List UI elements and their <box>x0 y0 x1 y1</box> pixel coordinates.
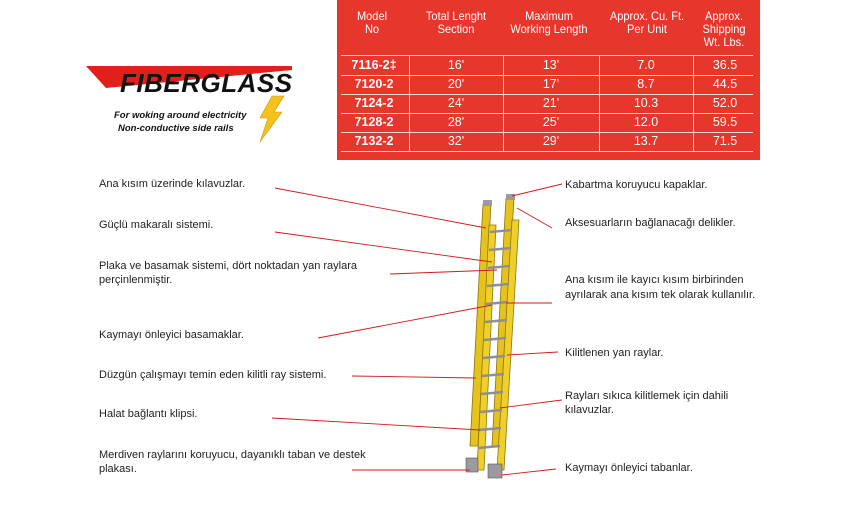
label-main-section-guides: Ana kısım üzerinde kılavuzlar. <box>99 178 246 190</box>
label-base-plate-line-1: Merdiven raylarını koruyucu, dayanıklı taban ve destek <box>99 449 366 461</box>
label-internal-guides-line-2: kılavuzlar. <box>565 404 614 416</box>
header-total-length-line-2: Section <box>437 22 475 36</box>
cell-working-length: 17' <box>542 77 560 91</box>
header-shipping-line-3: Wt. Lbs. <box>703 35 745 49</box>
callout-lines-left <box>272 188 497 470</box>
cell-total-length: 16' <box>447 58 465 72</box>
label-internal-guides-line-1: Rayları sıkıca kilitlemek için dahili <box>565 390 729 402</box>
label-detachable-sections-line-1: Ana kısım ile kayıcı kısım birbirinden <box>565 274 744 286</box>
logo-tagline-1: For woking around electricity <box>114 110 247 121</box>
cell-cu-ft: 12.0 <box>633 115 659 129</box>
cell-working-length: 21' <box>542 96 560 110</box>
cell-cu-ft: 13.7 <box>633 134 659 148</box>
callout-line <box>272 418 480 430</box>
cell-working-length: 29' <box>542 134 560 148</box>
cell-model: 7120-2 <box>354 77 394 91</box>
header-cu-ft-line-2: Per Unit <box>627 22 667 36</box>
label-plate-rung-system-line-1: Plaka ve basamak sistemi, dört noktadan yan raylara <box>99 260 358 272</box>
label-plate-rung-system-line-2: perçinlenmiştir. <box>99 274 173 286</box>
cell-model: 7132-2 <box>354 134 394 148</box>
label-anti-slip-rungs: Kaymayı önleyici basamaklar. <box>99 329 244 341</box>
header-cu-ft-line-1: Approx. Cu. Ft. <box>609 9 685 23</box>
label-pulley-system: Güçlü makaralı sistemi. <box>99 219 214 231</box>
label-locking-side-rails: Kilitlenen yan raylar. <box>565 347 664 359</box>
cell-weight: 36.5 <box>712 58 738 72</box>
logo-tagline-2: Non-conductive side rails <box>118 123 234 134</box>
header-model-line-1: Model <box>356 9 388 23</box>
header-total-length-line-1: Total Lenght <box>425 9 487 23</box>
callout-line <box>500 400 562 408</box>
foot-right <box>488 464 502 478</box>
cell-cu-ft: 8.7 <box>637 77 655 91</box>
rail-cap <box>506 194 515 200</box>
cell-weight: 44.5 <box>712 77 738 91</box>
cell-total-length: 32' <box>447 134 465 148</box>
callout-line <box>352 376 476 378</box>
cell-total-length: 28' <box>447 115 465 129</box>
cell-weight: 52.0 <box>712 96 738 110</box>
header-working-length-line-1: Maximum <box>525 9 573 23</box>
label-rope-clip: Halat bağlantı klipsi. <box>99 408 198 420</box>
cell-weight: 71.5 <box>712 134 738 148</box>
label-end-caps: Kabartma koruyucu kapaklar. <box>565 179 708 191</box>
callout-line <box>502 469 556 475</box>
cell-model: 7124-2 <box>354 96 394 110</box>
cell-weight: 59.5 <box>712 115 738 129</box>
header-shipping-line-1: Approx. <box>704 9 744 23</box>
cell-total-length: 20' <box>447 77 465 91</box>
label-locking-rail-system: Düzgün çalışmayı temin eden kilitli ray sistemi. <box>99 369 327 381</box>
callout-line <box>517 208 552 228</box>
header-model-line-2: No <box>364 22 380 36</box>
callout-line <box>318 305 492 338</box>
label-detachable-sections-line-2: ayrılarak ana kısım tek olarak kullanılır. <box>565 289 756 301</box>
cell-total-length: 24' <box>447 96 465 110</box>
header-shipping-line-2: Shipping <box>702 22 746 36</box>
cell-model: 7116-2‡ <box>351 58 397 72</box>
label-accessory-holes: Aksesuarların bağlanacağı delikler. <box>565 217 736 229</box>
label-anti-slip-feet: Kaymayı önleyici tabanlar. <box>565 462 693 474</box>
cell-working-length: 25' <box>542 115 560 129</box>
cell-working-length: 13' <box>542 58 560 72</box>
cell-cu-ft: 7.0 <box>637 58 655 72</box>
callout-line <box>275 188 486 228</box>
callout-line <box>512 184 562 196</box>
callout-line <box>275 232 492 262</box>
callout-line <box>507 352 558 355</box>
cell-model: 7128-2 <box>354 115 394 129</box>
rail-cap <box>483 200 492 206</box>
cell-cu-ft: 10.3 <box>633 96 659 110</box>
logo-brand: FIBERGLASS <box>120 68 293 98</box>
label-base-plate-line-2: plakası. <box>99 463 137 475</box>
header-working-length-line-2: Working Length <box>510 22 588 36</box>
